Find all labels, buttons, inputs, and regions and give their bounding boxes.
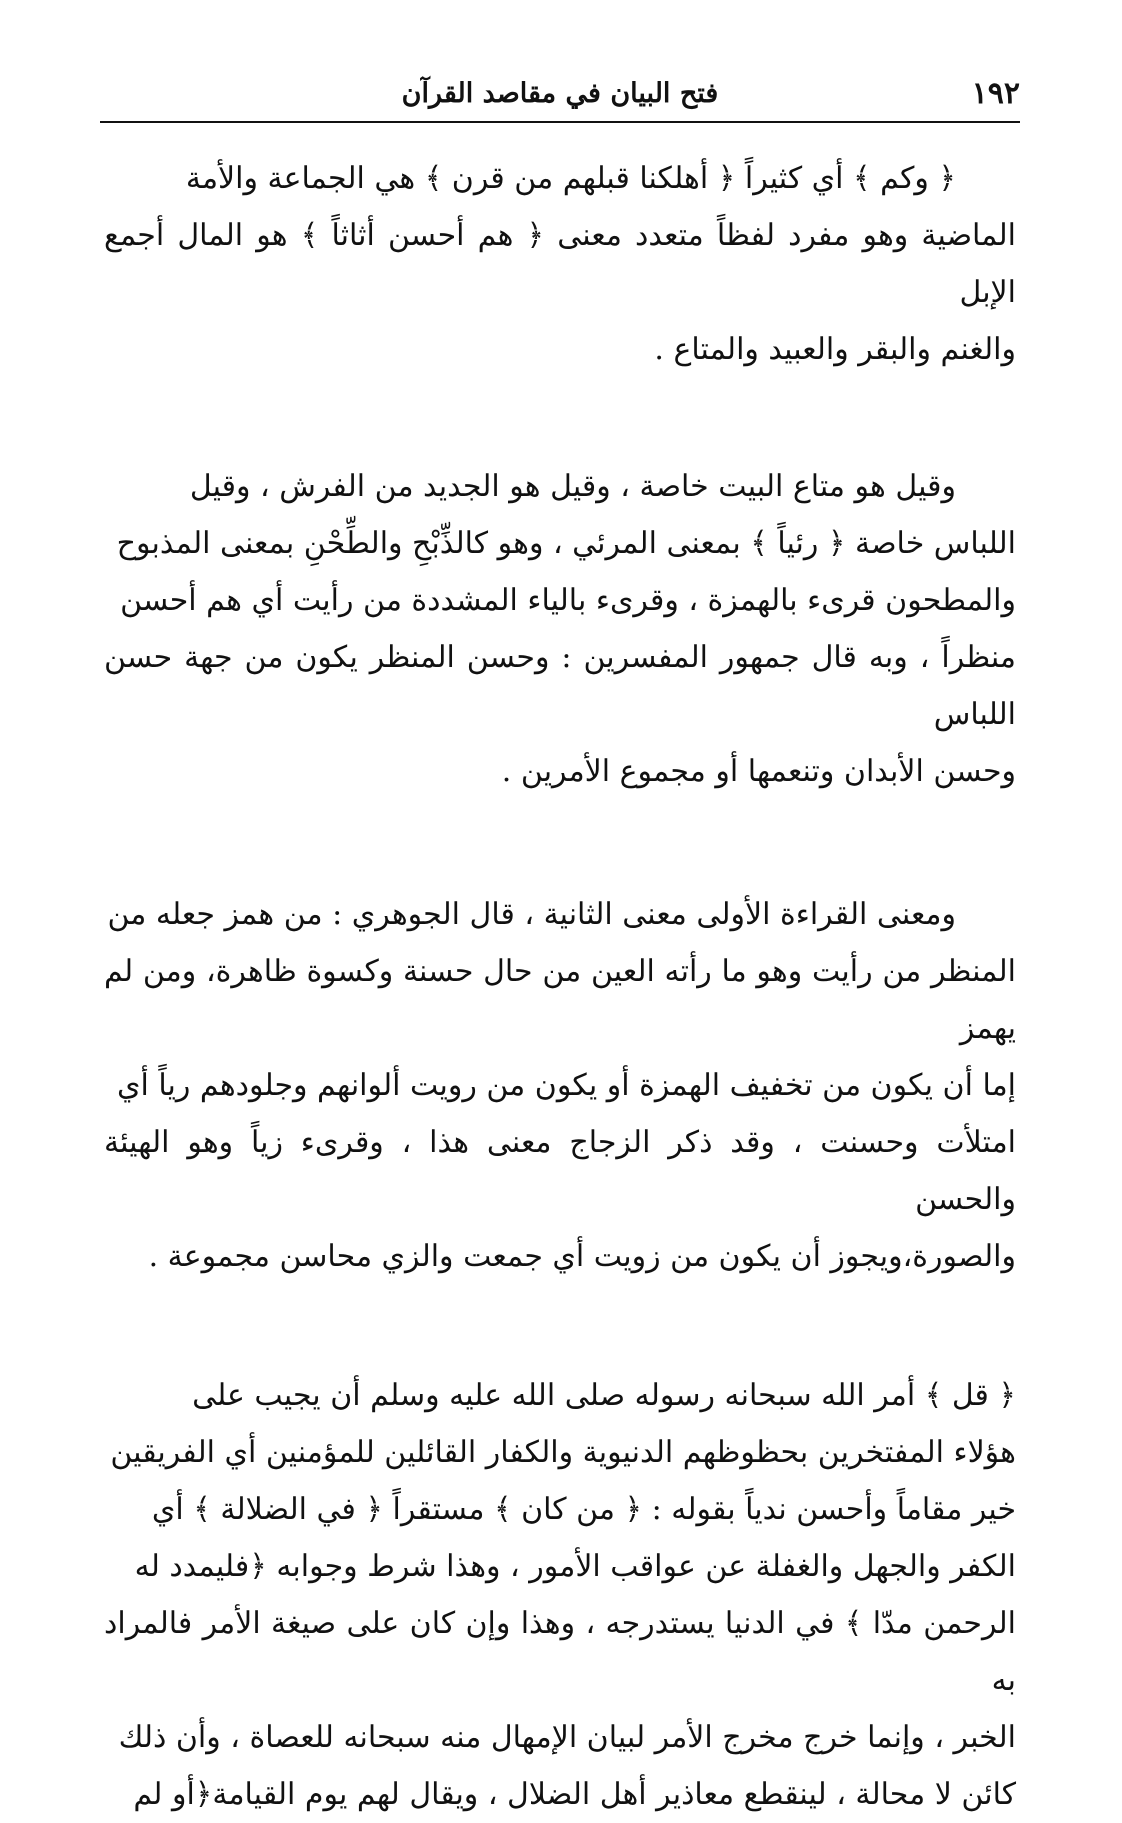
header-divider bbox=[100, 121, 1020, 123]
running-title: فتح البيان في مقاصد القرآن bbox=[401, 78, 719, 109]
body-text bbox=[104, 150, 1016, 1823]
paragraph-4: ﴿ قل ﴾ أمر الله سبحانه رسوله صلى الله عليه وسلم أن يجيب على هؤلاء المفتخرين بحظوظهم الدنيوية والكفار القائلين للمؤمنين أي الفريقين خير مقاماً وأحسن ندياً بقوله : ﴿ من كان ﴾ مستقراً ﴿ في الضلالة ﴾ أي الكفر والجهل والغفلة عن عواقب الأمور ، وهذا شرط وجوابه ﴿فليمدد له الرحمن مدّا ﴾ في الدنيا يستدرجه ، وهذا وإن كان على صيغة الأمر فالمراد به الخبر ، وإنما خرج مخرج الأمر لبيان الإمهال منه سبحانه للعصاة ، وأن ذلك كائن لا محالة ، لينقطع معاذير أهل الضلال ، ويقال لهم يوم القيامة﴿أو لم bbox=[104, 1378, 1017, 1812]
paragraph-3: ومعنى القراءة الأولى معنى الثانية ، قال الجوهري : من همز جعله من المنظر من رأيت وهو ما رأته العين من حال حسنة وكسوة ظاهرة، ومن لم يهمز إما أن يكون من تخفيف الهمزة أو يكون من رويت ألوانهم وجلودهم رياً أي امتلأت وحسنت ، وقد ذكر الزجاج معنى هذا ، وقرىء زياً وهو الهيئة والحسن والصورة،ويجوز أن يكون من زويت أي جمعت والزي محاسن مجموعة . bbox=[104, 897, 1016, 1274]
paragraph-1: ﴿ وكم ﴾ أي كثيراً ﴿ أهلكنا قبلهم من قرن ﴾ هي الجماعة والأمة الماضية وهو مفرد لفظاً متعدد معنى ﴿ هم أحسن أثاثاً ﴾ هو المال أجمع الإبل والغنم والبقر والعبيد والمتاع . bbox=[104, 161, 1016, 367]
page-number: ١٩٢ bbox=[971, 76, 1020, 111]
page-header bbox=[100, 72, 1020, 116]
paragraph-2: وقيل هو متاع البيت خاصة ، وقيل هو الجديد من الفرش ، وقيل اللباس خاصة ﴿ رئياً ﴾ بمعنى المرئي ، وهو كالذِّبْحِ والطِّحْنِ بمعنى المذبوح والمطحون قرىء بالهمزة ، وقرىء بالياء المشددة من رأيت أي هم أحسن منظراً ، وبه قال جمهور المفسرين : وحسن المنظر يكون من جهة حسن اللباس وحسن الأبدان وتنعمها أو مجموع الأمرين . bbox=[104, 469, 1016, 789]
